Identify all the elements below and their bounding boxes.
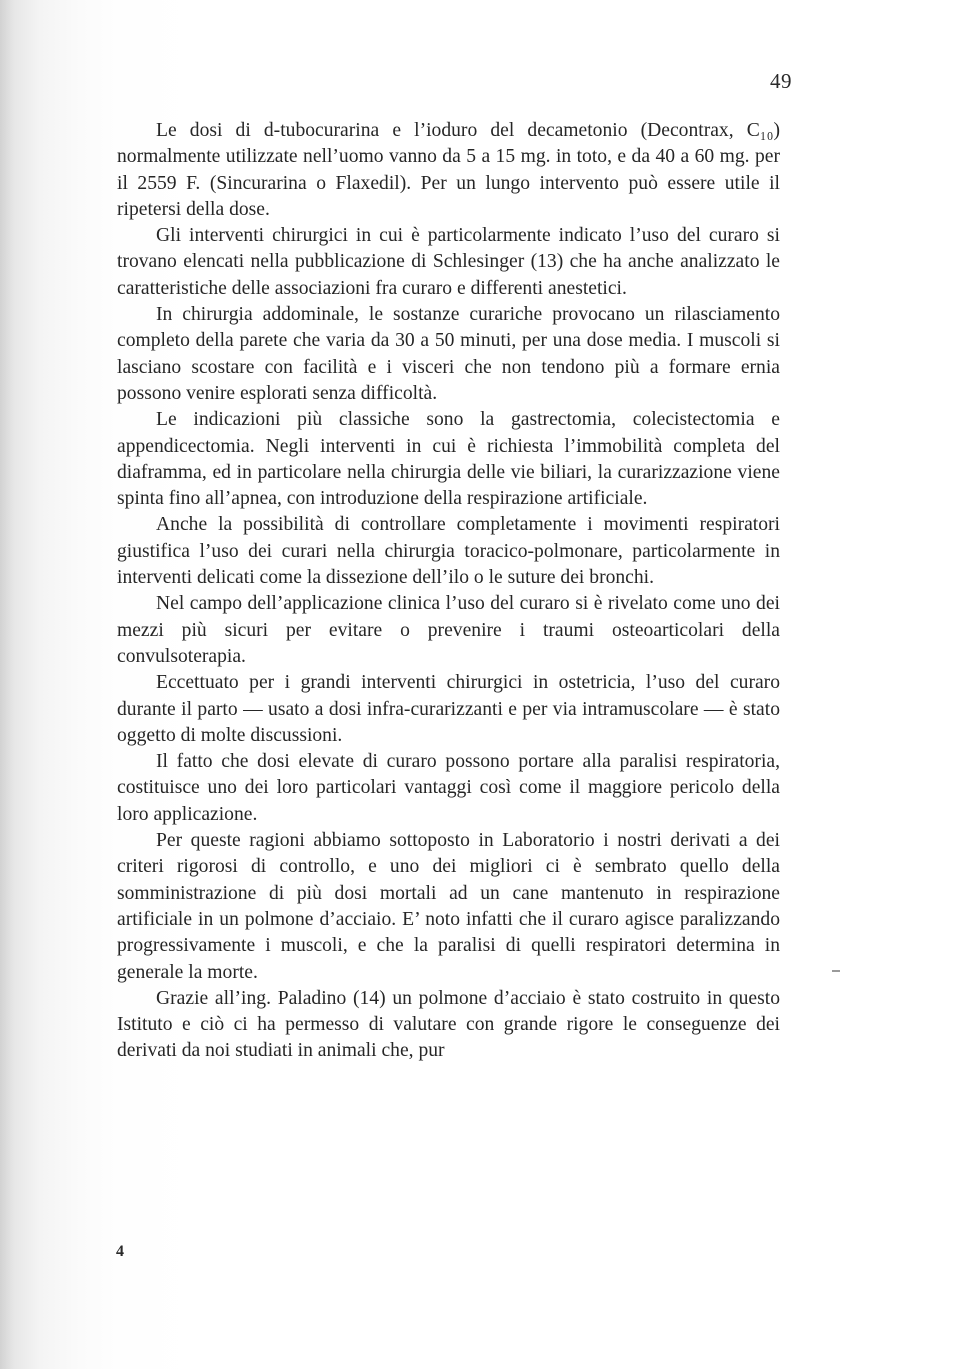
paragraph: Gli interventi chirurgici in cui è particolarmente indicato l’uso del curaro si trovano elencati nella pubblicazione di Schlesinger (13) che ha anche analizzato le caratteristiche delle associazioni fra curaro e differenti anestetici. xyxy=(117,225,780,299)
paragraph: Le dosi di d-tubocurarina e l’ioduro del decametonio (Decontrax, C₁₀) normalmente utilizzate nell’uomo vanno da 5 a 15 mg. in toto, e da 40 a 60 mg. per il 2559 F. (Sincurarina o Flaxedil). Per un lungo intervento può essere utile il ripetersi della dose. xyxy=(117,120,780,220)
paragraph: Per queste ragioni abbiamo sottoposto in Laboratorio i nostri derivati a dei criteri rigorosi di controllo, e uno dei migliori ci è sembrato quello della somministrazione di più dosi mortali ad un cane mantenuto in respirazione artificiale in un polmone d’acciaio. E’ noto infatti che il curaro agisce paralizzando progressivamente i muscoli, e che la paralisi di quelli respiratori determina in generale la morte. xyxy=(117,830,780,983)
body-text xyxy=(117,118,780,1065)
paragraph: Il fatto che dosi elevate di curaro possono portare alla paralisi respiratoria, costituisce uno dei loro particolari vantaggi così come il maggiore pericolo della loro applicazione. xyxy=(117,751,780,825)
paragraph: Le indicazioni più classiche sono la gastrectomia, colecistectomia e appendicectomia. Negli interventi in cui è richiesta l’immobilità completa del diaframma, ed in particolare nella chirurgia delle vie biliari, la curarizzazione viene spinta fino all’apnea, con introduzione della respirazione artificiale. xyxy=(117,409,780,510)
page-number: 49 xyxy=(770,69,792,93)
paragraph: Grazie all’ing. Paladino (14) un polmone d’acciaio è stato costruito in questo Istituto e ciò ci ha permesso di valutare con grande rigore le conseguenze dei derivati da noi studiati in animali che, pur xyxy=(117,987,780,1062)
paragraph: In chirurgia addominale, le sostanze curariche provocano un rilasciamento completo della parete che varia da 30 a 50 minuti, per una dose media. I muscoli si lasciano scostare con facilità e i visceri che non tendono più a formare ernia possono venire esplorati senza difficoltà. xyxy=(117,304,780,404)
signature-mark: 4 xyxy=(116,1243,124,1260)
paragraph: Anche la possibilità di controllare completamente i movimenti respiratori giustifica l’uso dei curari nella chirurgia toracico-polmonare, particolarmente in interventi delicati come la dissezione dell’ilo o le suture dei bronchi. xyxy=(117,514,780,589)
paragraph: Nel campo dell’applicazione clinica l’uso del curaro si è rivelato come uno dei mezzi più sicuri per evitare o prevenire i traumi osteoarticolari della convulsoterapia. xyxy=(117,593,780,667)
paragraph: Eccettuato per i grandi interventi chirurgici in ostetricia, l’uso del curaro durante il parto — usato a dosi infra-curarizzanti e per via intramuscolare — è stato oggetto di molte discussioni. xyxy=(117,672,780,746)
scan-speck xyxy=(832,970,840,972)
